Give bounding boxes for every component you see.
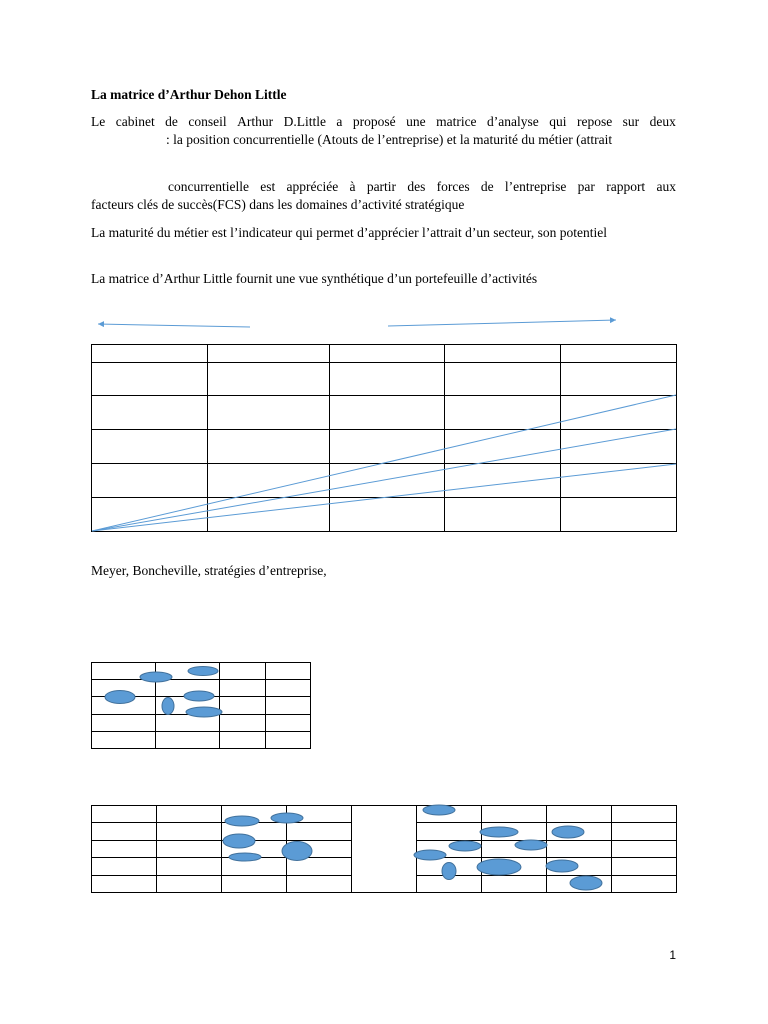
word: sur bbox=[622, 114, 640, 129]
word: aux bbox=[656, 179, 676, 194]
word: est bbox=[260, 179, 276, 194]
paragraph-3: La maturité du métier est l’indicateur qui permet d’apprécier l’attrait d’un secteur, son potentiel bbox=[91, 225, 608, 240]
word: appréciée bbox=[286, 179, 339, 194]
page-number: 1 bbox=[669, 948, 676, 962]
word: à bbox=[349, 179, 356, 194]
activity-bubble bbox=[477, 859, 521, 875]
word: cabinet bbox=[115, 114, 155, 129]
word: a bbox=[336, 114, 343, 129]
word: de bbox=[165, 114, 178, 129]
activity-bubble bbox=[414, 850, 446, 860]
word: de bbox=[480, 179, 494, 194]
word: partir bbox=[366, 179, 397, 194]
activity-bubble bbox=[271, 813, 303, 823]
word: proposé bbox=[352, 114, 396, 129]
activity-bubble bbox=[225, 816, 259, 826]
word: d’analyse bbox=[487, 114, 539, 129]
word: l’entreprise bbox=[504, 179, 567, 194]
activity-bubble bbox=[480, 827, 518, 837]
word: D.Little bbox=[283, 114, 326, 129]
activity-bubble bbox=[229, 853, 261, 861]
paragraph-2-line-2: facteurs clés de succès(FCS) dans les domaines d’activité stratégique bbox=[91, 197, 465, 212]
word: rapport bbox=[606, 179, 646, 194]
word: conseil bbox=[188, 114, 227, 129]
word: concurrentielle bbox=[168, 179, 249, 194]
word: par bbox=[577, 179, 595, 194]
word: forces bbox=[436, 179, 470, 194]
activity-bubble bbox=[515, 840, 547, 850]
word: qui bbox=[549, 114, 567, 129]
paragraph-1-line-2: : la position concurrentielle (Atouts de l’entreprise) et la maturité du métier (attrait bbox=[166, 132, 613, 147]
activity-bubble bbox=[423, 805, 455, 815]
activity-bubble bbox=[449, 841, 481, 851]
document-title: La matrice d’Arthur Dehon Little bbox=[91, 87, 287, 102]
word: matrice bbox=[436, 114, 477, 129]
paragraph-4: La matrice d’Arthur Little fournit une vue synthétique d’un portefeuille d’activités bbox=[91, 271, 538, 286]
word: une bbox=[406, 114, 426, 129]
word: Arthur bbox=[237, 114, 274, 129]
activity-bubble bbox=[282, 842, 312, 861]
activity-bubble bbox=[570, 876, 602, 890]
activity-bubble bbox=[546, 860, 578, 872]
word: des bbox=[407, 179, 426, 194]
activity-bubble bbox=[442, 863, 456, 880]
word: deux bbox=[649, 114, 676, 129]
activity-bubble bbox=[223, 834, 255, 848]
citation: Meyer, Boncheville, stratégies d’entreprise, bbox=[91, 563, 327, 578]
word: repose bbox=[576, 114, 613, 129]
word: Le bbox=[91, 114, 106, 129]
activity-bubble bbox=[552, 826, 584, 838]
